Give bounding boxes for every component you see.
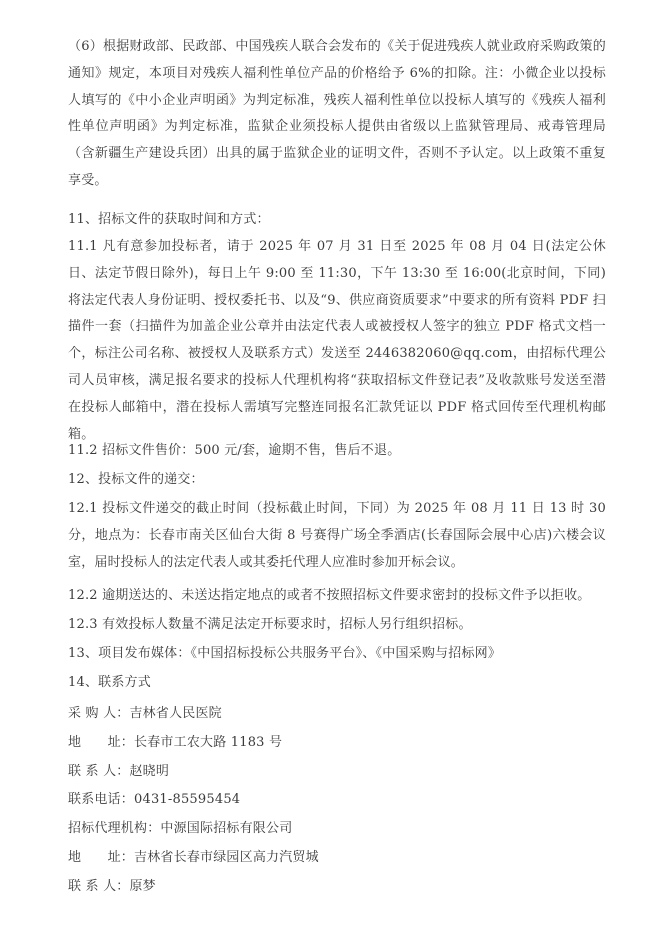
contact-value-agency: 中源国际招标有限公司 [160,821,293,836]
contact-row-purchaser [68,704,222,724]
contact-value-person-1: 赵晓明 [129,764,170,779]
paragraph-11-2: 11.2 招标文件售价：500 元/套，逾期不售，售后不退。 [68,443,401,458]
contact-row-phone [68,790,240,810]
contact-value-address-1: 长春市工农大路 1183 号 [134,735,283,750]
contact-value-address-2: 吉林省长春市绿园区高力汽贸城 [134,850,319,865]
paragraph-12-3: 12.3 有效投标人数量不满足法定开标要求时，招标人另行组织招标。 [68,617,472,632]
contact-label-phone: 联系电话： [68,792,135,807]
section-11-title: 11、招标文件的获取时间和方式： [68,212,270,227]
contact-row-person-1 [68,762,169,782]
paragraph-12-2: 12.2 逾期送达的、未送达指定地点的或者不按照招标文件要求密封的投标文件予以拒收。 [68,588,591,603]
contact-label-person-1: 联 系 人： [68,764,130,779]
contact-label-person-2: 联 系 人： [68,879,130,894]
paragraph-11-1: 11.1 凡有意参加投标者，请于 2025 年 07 月 31 日至 2025 年 08 月 04 日(法定公休日、法定节假日除外)，每日上午 9:00 至 11:30，下午 13:30 至 16:00(北京时间，下同) 将法定代表人身份证明、授权委托书、以及“9、供应商资质要求”中要求的所有资料 PDF 扫描件一套（扫描件为加盖企业公章并由法定代表人或被授权人签字的独立 PDF 格式文档一个，标注公司名称、被授权人及联系方式）发送至 2446382060@qq.com，由招标代理公司人员审核，满足报名要求的投标人代理机构将“获取招标文件登记表”及收款账号发送至潜在投标人邮箱中，潜在投标人需填写完整连同报名汇款凭证以 PDF 格式回传至代理机构邮箱。 [68,239,606,442]
contact-value-phone: 0431-85595454 [134,792,241,807]
contact-label-address-1: 地 址： [68,735,135,750]
section-13-media: 13、项目发布媒体：《中国招标投标公共服务平台》、《中国采购与招标网》 [68,646,502,661]
contact-row-address-1 [68,733,282,753]
section-14-title: 14、联系方式 [68,675,151,690]
paragraph-12-1: 12.1 投标文件递交的截止时间（投标截止时间，下同）为 2025 年 08 月 11 日 13 时 30 分，地点为：长春市南关区仙台大街 8 号赛得广场全季酒店(长春国际会展中心店)六楼会议室，届时投标人的法定代表人或其委托代理人应准时参加开标会议。 [68,501,606,570]
contact-label-address-2: 地 址： [68,850,135,865]
contact-row-agency [68,819,292,839]
paragraph-policy-6: （6）根据财政部、民政部、中国残疾人联合会发布的《关于促进残疾人就业政府采购政策的通知》规定，本项目对残疾人福利性单位产品的价格给予 6%的扣除。注：小微企业以投标人填写的《中小企业声明函》为判定标准，残疾人福利性单位以投标人填写的《残疾人福利性单位声明函》为判定标准，监狱企业须投标人提供由省级以上监狱管理局、戒毒管理局（含新疆生产建设兵团）出具的属于监狱企业的证明文件，否则不予认定。以上政策不重复享受。 [68,39,606,188]
contact-label-agency: 招标代理机构： [68,821,161,836]
contact-value-purchaser: 吉林省人民医院 [129,706,222,721]
section-12-title: 12、投标文件的递交： [68,472,204,487]
contact-row-person-2 [68,877,156,897]
contact-value-person-2: 原梦 [129,879,156,894]
contact-row-address-2 [68,848,319,868]
contact-label-purchaser: 采 购 人： [68,706,130,721]
